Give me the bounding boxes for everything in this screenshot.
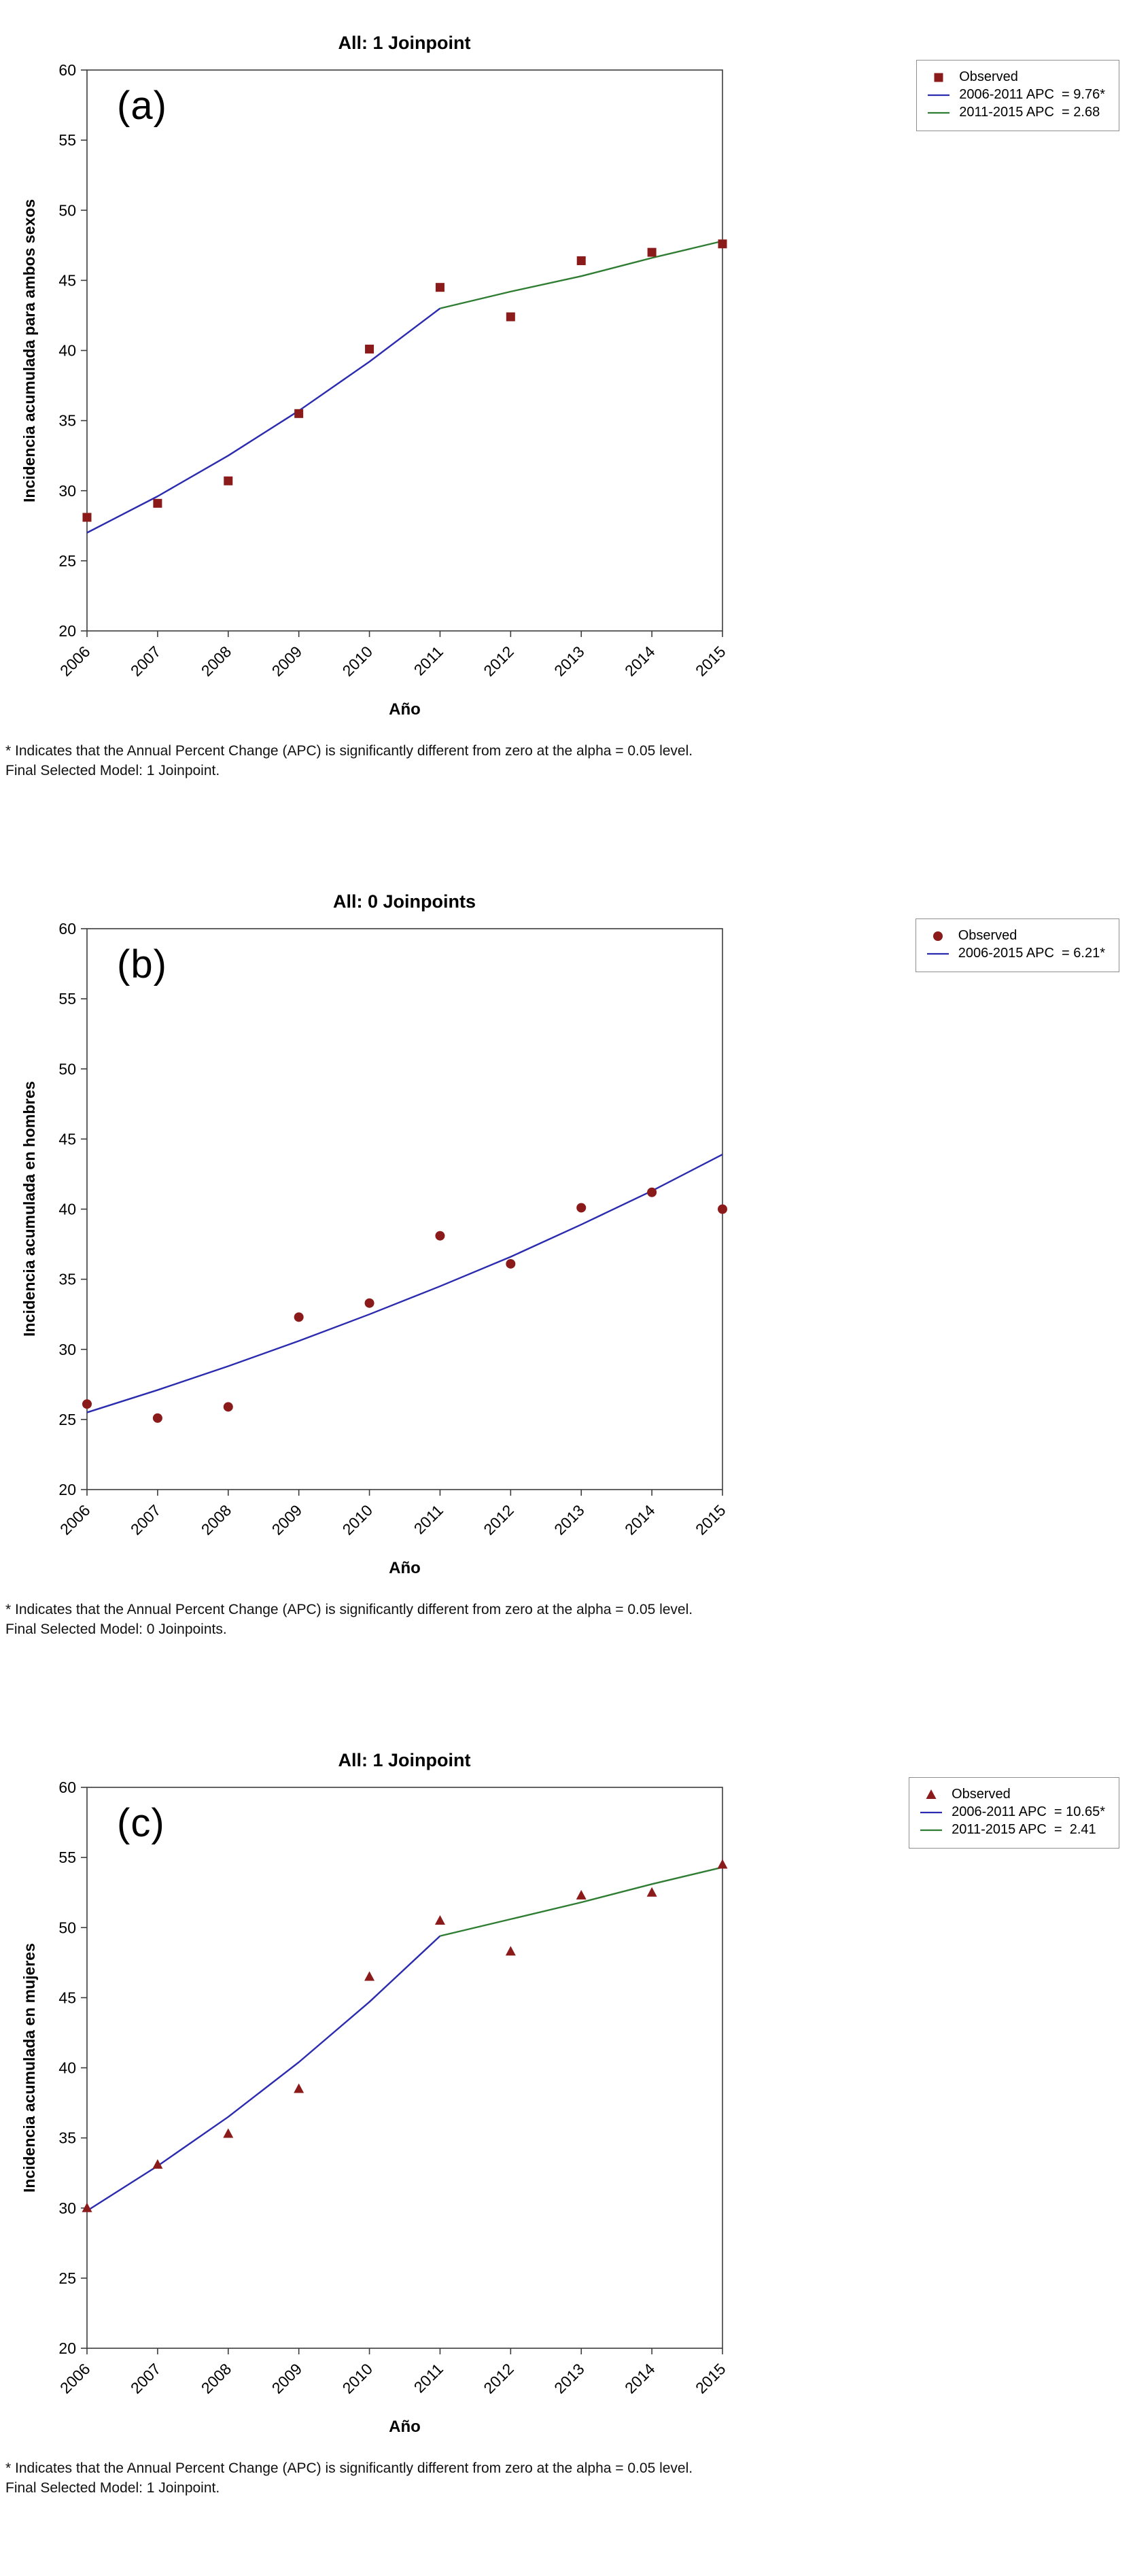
y-axis-label: Incidencia acumulada para ambos sexos <box>20 199 38 502</box>
x-axis-label: Año <box>389 700 421 719</box>
footnote-significance: * Indicates that the Annual Percent Change (APC) is significantly different from zero at the alpha = 0.05 level. <box>5 2460 693 2476</box>
legend-item <box>925 105 1105 120</box>
chart-title: All: 1 Joinpoint <box>338 1750 471 1771</box>
x-axis-label: Año <box>389 2418 421 2436</box>
legend-box <box>909 1777 1119 1849</box>
svg-text:60: 60 <box>58 1779 76 1796</box>
plot-area <box>19 910 746 1559</box>
footnotes <box>5 1600 693 1640</box>
svg-text:2014: 2014 <box>621 2360 659 2397</box>
svg-text:2006: 2006 <box>56 642 94 680</box>
legend-item <box>924 928 1105 944</box>
svg-text:2008: 2008 <box>197 2360 235 2397</box>
svg-text:60: 60 <box>58 920 76 938</box>
legend-item <box>925 87 1105 103</box>
footnote-significance: * Indicates that the Annual Percent Change (APC) is significantly different from zero at the alpha = 0.05 level. <box>5 1602 693 1617</box>
line-swatch-icon <box>924 948 952 959</box>
svg-text:2015: 2015 <box>691 642 729 680</box>
legend-item <box>924 946 1105 961</box>
svg-text:30: 30 <box>58 481 76 500</box>
svg-text:20: 20 <box>58 622 76 640</box>
svg-text:2015: 2015 <box>691 1501 729 1539</box>
legend-box <box>916 60 1119 131</box>
footnotes <box>5 741 693 781</box>
footnote-model: Final Selected Model: 0 Joinpoints. <box>5 1621 227 1638</box>
legend-item <box>918 1822 1105 1838</box>
svg-text:2007: 2007 <box>126 1501 164 1539</box>
legend-label: 2011-2015 APC = 2.68 <box>959 105 1100 120</box>
svg-text:2011: 2011 <box>410 1501 447 1538</box>
legend-label: Observed <box>952 1787 1011 1802</box>
svg-text:2009: 2009 <box>268 642 306 680</box>
legend-label: Observed <box>958 928 1017 943</box>
svg-text:2014: 2014 <box>621 1501 659 1539</box>
svg-text:2012: 2012 <box>480 642 517 680</box>
svg-text:25: 25 <box>58 1410 76 1428</box>
svg-text:35: 35 <box>58 411 76 430</box>
svg-text:2009: 2009 <box>268 1501 306 1539</box>
svg-text:2013: 2013 <box>551 2360 588 2397</box>
svg-text:20: 20 <box>58 2339 76 2357</box>
svg-text:2012: 2012 <box>480 2360 517 2397</box>
footnote-model: Final Selected Model: 1 Joinpoint. <box>5 2480 220 2496</box>
circle-marker-icon <box>924 931 952 942</box>
svg-text:55: 55 <box>58 131 76 150</box>
line-swatch-icon <box>925 90 952 101</box>
svg-text:25: 25 <box>58 2269 76 2287</box>
joinpoint-chart-b <box>0 859 1133 1717</box>
joinpoint-chart-c <box>0 1717 1133 2576</box>
legend-label: 2006-2015 APC = 6.21* <box>958 946 1105 961</box>
svg-text:2013: 2013 <box>551 1501 588 1539</box>
svg-text:40: 40 <box>58 341 76 360</box>
svg-text:2014: 2014 <box>621 642 659 680</box>
panel-label: (c) <box>117 1801 165 1845</box>
svg-text:2010: 2010 <box>338 1501 377 1539</box>
svg-text:2010: 2010 <box>338 2360 377 2397</box>
plot-area <box>19 1768 746 2418</box>
svg-text:35: 35 <box>58 1270 76 1288</box>
svg-text:2006: 2006 <box>56 2360 94 2397</box>
svg-text:2008: 2008 <box>197 642 235 680</box>
svg-text:2011: 2011 <box>410 2360 447 2397</box>
svg-text:2009: 2009 <box>268 2360 306 2397</box>
panel-label: (b) <box>117 942 167 986</box>
svg-text:2013: 2013 <box>551 642 588 680</box>
svg-text:2007: 2007 <box>126 642 164 680</box>
square-marker-icon <box>925 72 952 83</box>
footnotes <box>5 2458 693 2498</box>
y-axis-label: Incidencia acumulada en mujeres <box>20 1943 38 2193</box>
legend-label: 2011-2015 APC = 2.41 <box>952 1822 1096 1837</box>
legend-item <box>918 1787 1105 1802</box>
svg-text:2006: 2006 <box>56 1501 94 1539</box>
svg-text:40: 40 <box>58 2059 76 2077</box>
svg-text:30: 30 <box>58 1340 76 1358</box>
chart-title: All: 1 Joinpoint <box>338 33 471 54</box>
svg-text:20: 20 <box>58 1481 76 1498</box>
line-swatch-icon <box>918 1807 945 1818</box>
svg-text:60: 60 <box>58 61 76 79</box>
svg-text:2012: 2012 <box>480 1501 517 1539</box>
svg-text:50: 50 <box>58 1919 76 1937</box>
svg-text:2010: 2010 <box>338 642 377 680</box>
svg-text:45: 45 <box>58 271 76 290</box>
joinpoint-chart-a <box>0 0 1133 859</box>
line-swatch-icon <box>925 107 952 118</box>
svg-text:45: 45 <box>58 1989 76 2007</box>
legend-box <box>916 918 1119 972</box>
legend-label: Observed <box>959 69 1018 84</box>
svg-text:2007: 2007 <box>126 2360 164 2397</box>
footnote-significance: * Indicates that the Annual Percent Change (APC) is significantly different from zero at the alpha = 0.05 level. <box>5 743 693 759</box>
triangle-marker-icon <box>918 1789 945 1800</box>
line-swatch-icon <box>918 1825 945 1836</box>
panel-label: (a) <box>117 84 167 128</box>
svg-text:45: 45 <box>58 1130 76 1148</box>
footnote-model: Final Selected Model: 1 Joinpoint. <box>5 763 220 779</box>
legend-item <box>918 1804 1105 1820</box>
x-axis-label: Año <box>389 1559 421 1577</box>
svg-text:40: 40 <box>58 1200 76 1218</box>
svg-text:55: 55 <box>58 1849 76 1867</box>
legend-label: 2006-2011 APC = 10.65* <box>952 1804 1105 1819</box>
svg-text:50: 50 <box>58 1060 76 1078</box>
legend-item <box>925 69 1105 85</box>
legend-label: 2006-2011 APC = 9.76* <box>959 87 1105 102</box>
svg-text:30: 30 <box>58 2199 76 2217</box>
chart-title: All: 0 Joinpoints <box>332 891 476 912</box>
y-axis-label: Incidencia acumulada en hombres <box>20 1081 38 1337</box>
svg-text:50: 50 <box>58 201 76 220</box>
plot-area <box>19 51 746 700</box>
svg-text:2011: 2011 <box>410 642 447 679</box>
svg-text:55: 55 <box>58 990 76 1008</box>
svg-text:2015: 2015 <box>691 2360 729 2397</box>
svg-text:25: 25 <box>58 551 76 570</box>
svg-text:2008: 2008 <box>197 1501 235 1539</box>
svg-text:35: 35 <box>58 2129 76 2147</box>
